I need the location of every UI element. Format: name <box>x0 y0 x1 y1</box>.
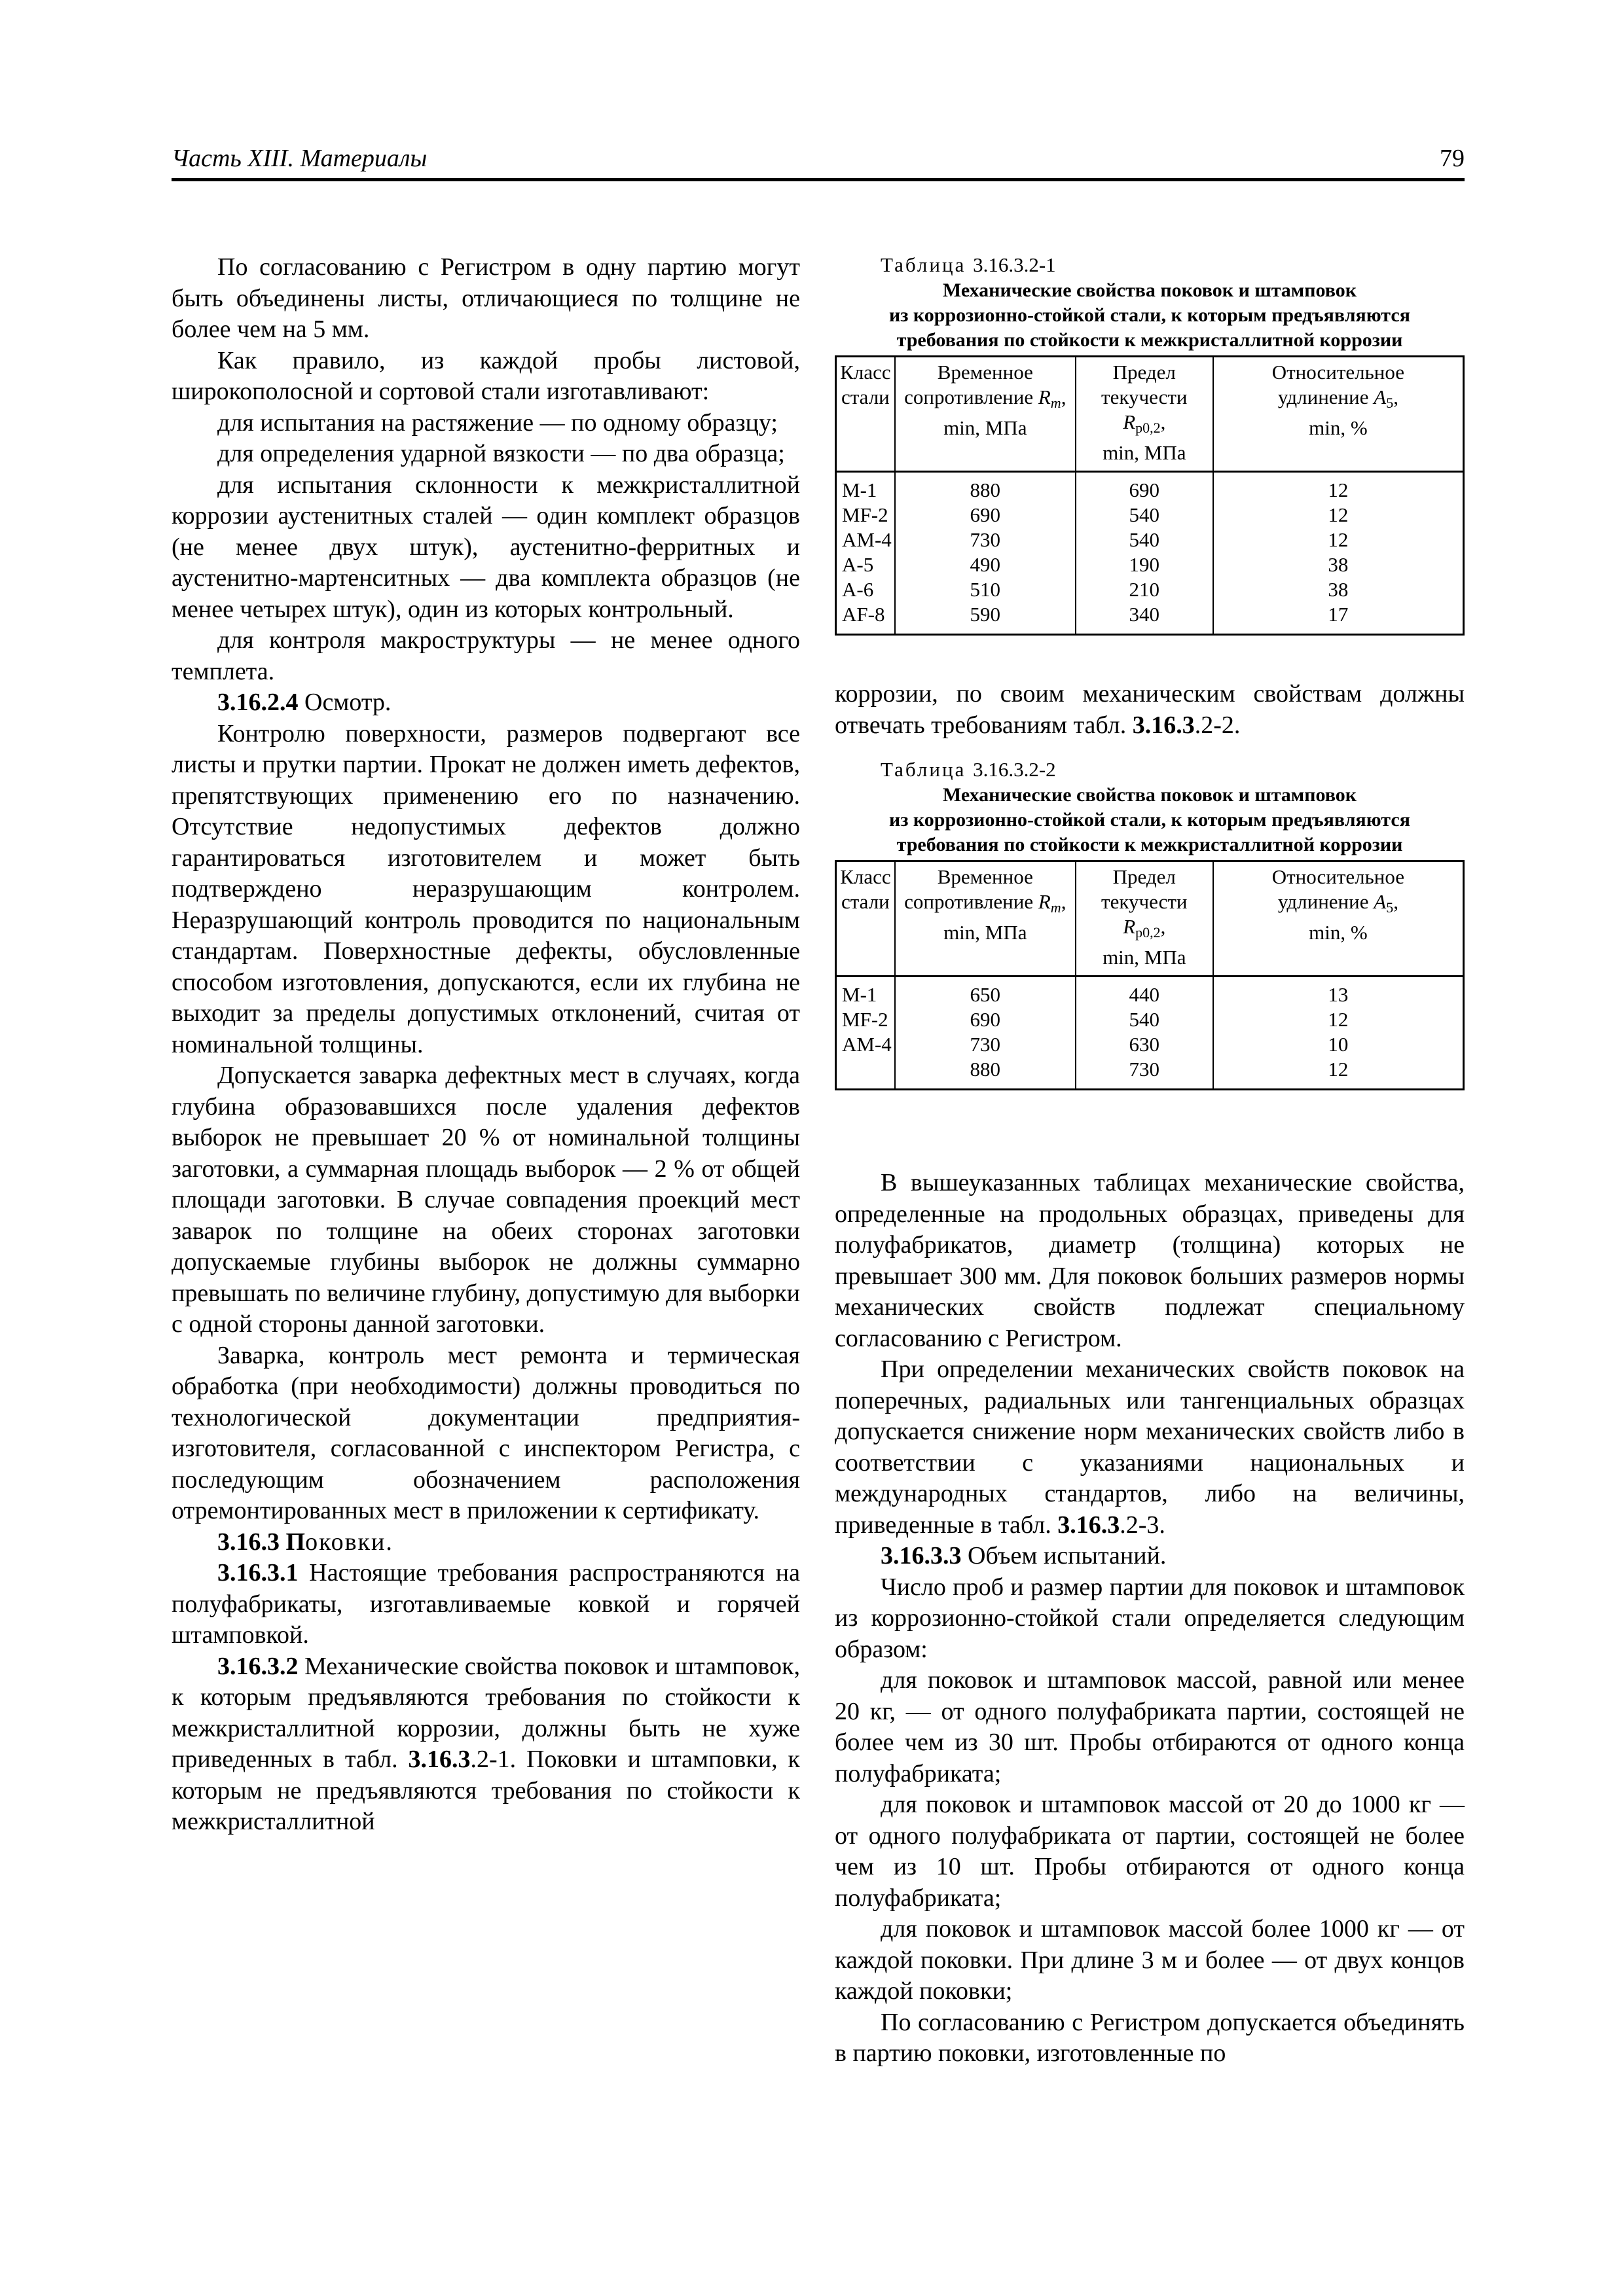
table-cell: АМ-4 <box>842 1033 892 1056</box>
table-body <box>836 977 1464 1090</box>
right-column <box>835 252 1465 2070</box>
table-cell: 12 <box>1213 1057 1464 1090</box>
column-header: Предел текучести $R_{p0,2}$, min, МПа <box>1076 861 1213 977</box>
paragraph: для испытания на растяжение — по одному образцу; <box>217 408 778 437</box>
table-cell: 440 <box>1076 977 1213 1008</box>
table-cell: АМ-4 <box>842 528 892 551</box>
table-cell: 730 <box>1076 1057 1213 1090</box>
column-header: Класс стали <box>836 861 895 977</box>
table-row <box>836 1057 1464 1090</box>
table-cell: 10 <box>1213 1032 1464 1057</box>
table-cell: 880 <box>895 472 1076 503</box>
table-cell: 590 <box>895 602 1076 635</box>
table-cell: 17 <box>1213 602 1464 635</box>
paragraph: Заварка, контроль мест ремонта и термическая обработка (при необходимости) должны проводиться по технологической документации предприятия-изготовителя, согласованной с инспектором Регистра, с последующим обозначением расположения отремонтированных мест в приложении к сертификату. <box>172 1341 800 1524</box>
paragraph: Допускается заварка дефектных мест в случаях, когда глубина образовавшихся после удаления дефектов выборок не превышает 20 % от номинальной толщины заготовки, а суммарная площадь выборок — 2 % от общей площади заготовки. В случае совпадения проекций мест заварок по толщине на обеих сторонах заготовки допускаемые глубины выборок не должны суммарно превышать по величине глубину, допустимую для выборки с одной стороны данной заготовки. <box>172 1062 800 1338</box>
page-number: 79 <box>1440 145 1465 172</box>
table-cell: 13 <box>1213 977 1464 1008</box>
table-cell: 190 <box>1076 552 1213 577</box>
column-header: Класс стали <box>836 357 895 472</box>
table-cell: 12 <box>1213 503 1464 528</box>
paragraph: Как правило, из каждой пробы листовой, широкополосной и сортовой стали изготавливают: <box>172 346 800 405</box>
paragraph: для определения ударной вязкости — по два образца; <box>217 440 785 467</box>
table-caption: Механические свойства поковок и штамповок из коррозионно-стойкой стали, к которым предъявляются требования по стойкости к межкристаллитной коррозии <box>889 279 1410 351</box>
properties-table-1 <box>835 355 1465 636</box>
paragraph: коррозии, по своим механическим свойствам должны отвечать требованиям табл. 3.16.3.2-2. <box>835 680 1465 739</box>
table-cell: 690 <box>895 1007 1076 1032</box>
table-cell: 540 <box>1076 1007 1213 1032</box>
table-cell: А-5 <box>842 553 874 576</box>
paragraph: По согласованию с Регистром в одну партию могут быть объединены листы, отличающиеся по толщине не более чем на 5 мм. <box>172 253 800 343</box>
table-body <box>836 472 1464 635</box>
table-row <box>836 977 1464 1008</box>
table-row <box>836 577 1464 602</box>
paragraph: для испытания склонности к межкристаллитной коррозии аустенитных сталей — один комплект образцов (не менее двух штук), аустенитно-ферритных и аустенитно-мартенситных — два комплекта образцов (не менее четырех штук), один из которых контрольный. <box>172 471 800 623</box>
table-header-row <box>836 357 1464 472</box>
table-cell: 690 <box>895 503 1076 528</box>
paragraph: для поковок и штамповок массой, равной или менее 20 кг, — от одного полуфабриката партии, состоящей не более чем из 30 шт. Пробы отбираются от одного конца полуфабриката; <box>835 1666 1465 1787</box>
table-cell: 690 <box>1076 472 1213 503</box>
table-cell: 650 <box>895 977 1076 1008</box>
section-heading: 3.16.3.3 Объем испытаний. <box>881 1542 1167 1570</box>
section-number: 3.16.2.4 <box>217 689 299 716</box>
table-row <box>836 472 1464 503</box>
table-cell <box>836 1057 895 1090</box>
table-row <box>836 1032 1464 1057</box>
paragraph: 3.16.3.2 Механические свойства поковок и штамповок, к которым предъявляются требования по стойкости к межкристаллитной коррозии, должны быть не хуже приведенных в табл. 3.16.3.2-1. Поковки и штамповки, к которым не предъявляются требования по стойкости к межкристаллитной <box>172 1652 800 1835</box>
table-cell: 38 <box>1213 577 1464 602</box>
column-header: Относительное удлинение $A_5$, min, % <box>1213 357 1464 472</box>
table-cell: MF-2 <box>842 503 888 526</box>
table-cell: 880 <box>895 1057 1076 1090</box>
column-header: Относительное удлинение $A_5$, min, % <box>1213 861 1464 977</box>
table-caption: Механические свойства поковок и штамповок из коррозионно-стойкой стали, к которым предъявляются требования по стойкости к межкристаллитной коррозии <box>889 784 1410 855</box>
table-cell: 510 <box>895 577 1076 602</box>
table-cell: 630 <box>1076 1032 1213 1057</box>
section-title: Часть XIII. Материалы <box>172 145 428 172</box>
table-reference: Таблица 3.16.3.2-1 <box>881 253 1056 276</box>
table-row <box>836 503 1464 528</box>
table-row <box>836 602 1464 635</box>
table-cell: 210 <box>1076 577 1213 602</box>
table-row <box>836 552 1464 577</box>
paragraph: В вышеуказанных таблицах механические свойства, определенные на продольных образцах, приведены для полуфабрикатов, диаметр (толщина) которых не превышает 300 мм. Для поковок больших размеров нормы механических свойств подлежат специальному согласованию с Регистром. <box>835 1169 1465 1352</box>
paragraph: Число проб и размер партии для поковок и штамповок из коррозионно-стойкой стали определяется следующим образом: <box>835 1573 1465 1663</box>
table-cell: 12 <box>1213 472 1464 503</box>
table-row <box>836 1007 1464 1032</box>
table-row <box>836 528 1464 552</box>
table-cell: М-1 <box>842 478 877 501</box>
table-header-row <box>836 861 1464 977</box>
section-number: 3.16.3 П <box>217 1528 306 1556</box>
table-cell: 540 <box>1076 503 1213 528</box>
table-cell: М-1 <box>842 983 877 1006</box>
paragraph: 3.16.3.1 Настоящие требования распространяются на полуфабрикаты, изготавливаемые ковкой и горячей штамповкой. <box>172 1559 800 1649</box>
paragraph: для контроля макроструктуры — не менее одного темплета. <box>172 626 800 685</box>
table-cell: 730 <box>895 528 1076 552</box>
table-cell: AF-8 <box>842 603 885 626</box>
table-cell: А-6 <box>842 578 874 601</box>
table-cell: 38 <box>1213 552 1464 577</box>
column-header: Временное сопротивление $R_m$, min, МПа <box>895 861 1076 977</box>
table-cell: 340 <box>1076 602 1213 635</box>
table-reference: Таблица 3.16.3.2-2 <box>881 758 1056 781</box>
section-heading: 3.16.3 Поковки. <box>217 1528 393 1556</box>
table-cell: 12 <box>1213 1007 1464 1032</box>
table-cell: MF-2 <box>842 1008 888 1031</box>
section-heading: 3.16.2.4 Осмотр. <box>217 689 392 716</box>
running-header <box>172 144 1465 181</box>
column-header: Предел текучести $R_{p0,2}$, min, МПа <box>1076 357 1213 472</box>
table-cell: 540 <box>1076 528 1213 552</box>
paragraph: По согласованию с Регистром допускается объединять в партию поковки, изготовленные по <box>835 2008 1465 2067</box>
table-cell: 12 <box>1213 528 1464 552</box>
properties-table-2 <box>835 860 1465 1090</box>
left-column <box>172 252 800 1838</box>
table-cell: 730 <box>895 1032 1076 1057</box>
paragraph: Контролю поверхности, размеров подвергают все листы и прутки партии. Прокат не должен иметь дефектов, препятствующих применению его по назначению. Отсутствие недопустимых дефектов должно гарантироваться изготовителем и может быть подтверждено неразрушающим контролем. Неразрушающий контроль проводится по национальным стандартам. Поверхностные дефекты, обусловленные способом изготовления, допускаются, если их глубина не выходит за пределы допустимых отклонений, считая от номинальной толщины. <box>172 719 800 1058</box>
paragraph: для поковок и штамповок массой от 20 до 1000 кг — от одного полуфабриката от партии, состоящей не более чем из 10 шт. Пробы отбираются от одного конца полуфабриката; <box>835 1791 1465 1912</box>
column-header: Временное сопротивление $R_m$, min, МПа <box>895 357 1076 472</box>
table-cell: 490 <box>895 552 1076 577</box>
paragraph: При определении механических свойств поковок на поперечных, радиальных или тангенциальных образцах допускается снижение норм механических свойств либо в соответствии с указаниями национальных и международных стандартов, либо на величины, приведенные в табл. 3.16.3.2-3. <box>835 1355 1465 1539</box>
paragraph: для поковок и штамповок массой более 1000 кг — от каждой поковки. При длине 3 м и более — от двух концов каждой поковки; <box>835 1915 1465 2005</box>
